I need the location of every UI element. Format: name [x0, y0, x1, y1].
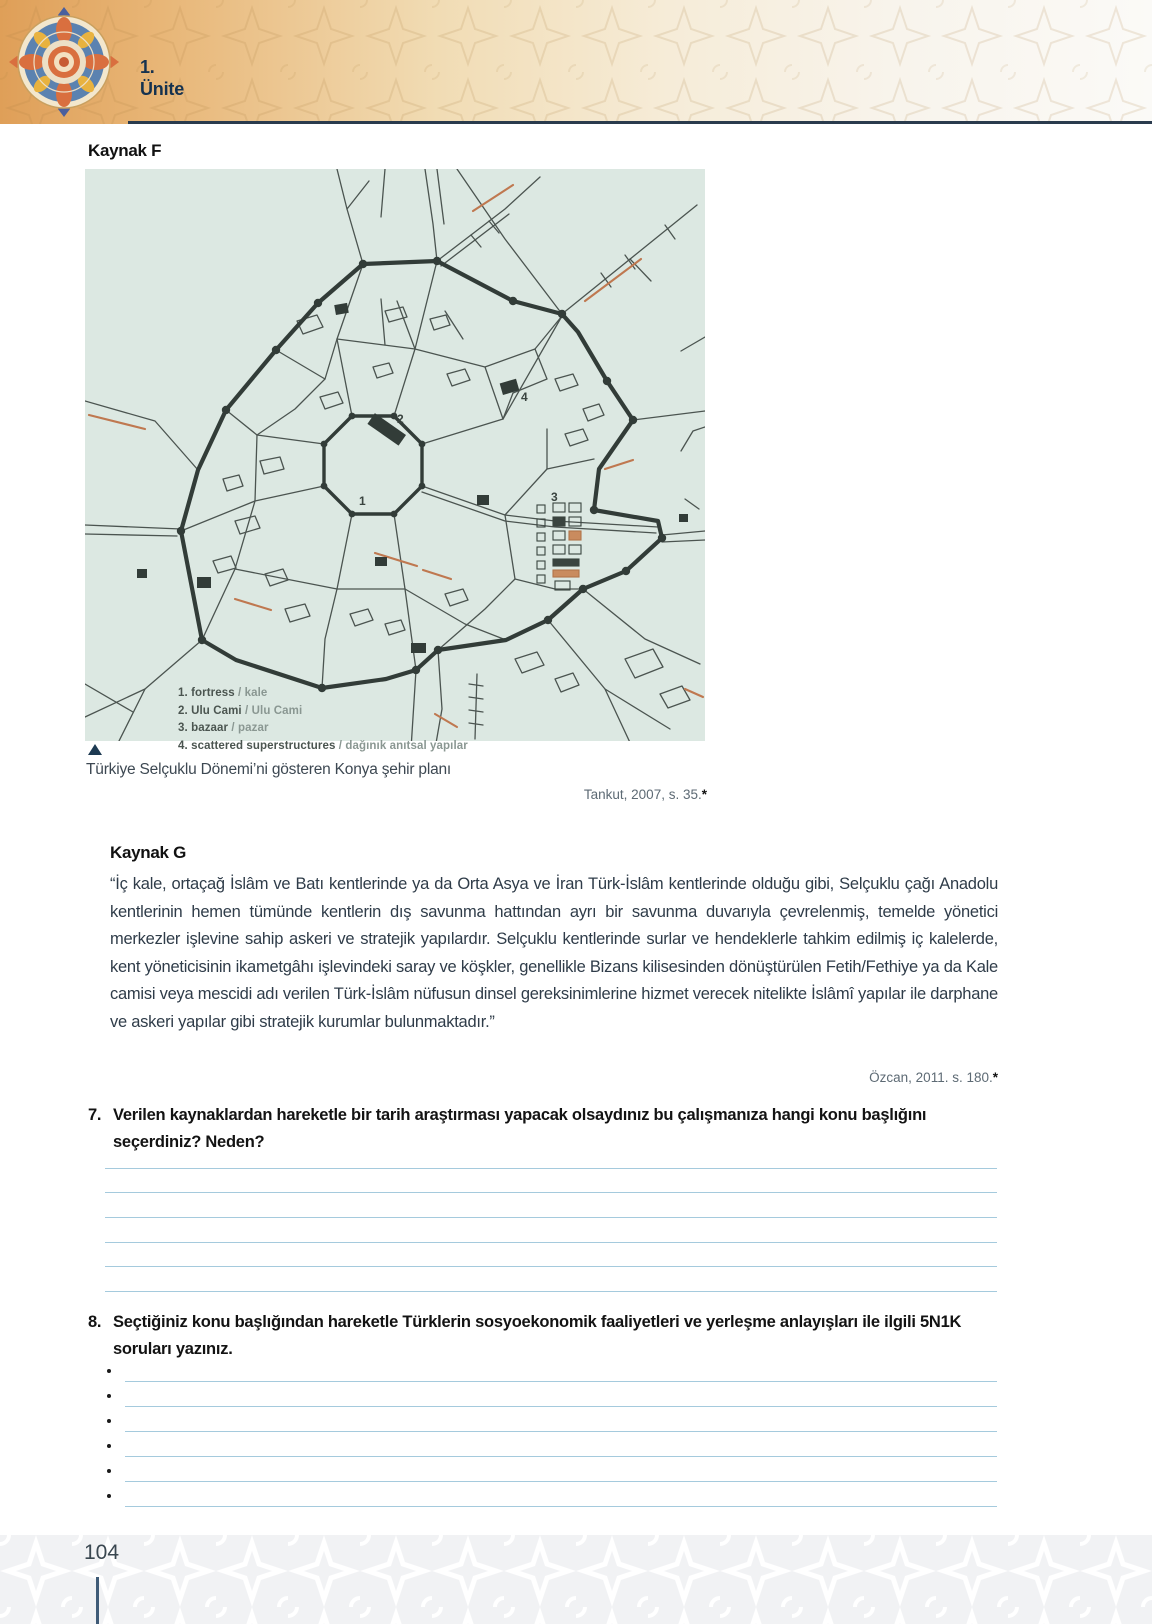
footer-pattern-decoration — [0, 1535, 1152, 1624]
bullet-icon — [107, 1444, 111, 1448]
bullet-answer-row — [105, 1382, 997, 1407]
bullet-answer-row — [105, 1482, 997, 1507]
answer-ruled-line — [105, 1243, 997, 1268]
map-legend — [178, 685, 468, 755]
unit-title — [140, 56, 184, 100]
question-7-text: Verilen kaynaklardan hareketle bir tarih araştırması yapacak olsaydınız bu çalışmanıza hangi konu başlığını seçerdiniz? Neden? — [113, 1106, 927, 1151]
question-8-number: 8. — [88, 1313, 102, 1331]
kaynak-g-heading: Kaynak G — [110, 843, 187, 862]
footer-divider-line — [96, 1577, 99, 1624]
legend-item-superstructures: 4. scattered superstructures / dağınık anıtsal yapılar — [178, 739, 468, 752]
question-8 — [88, 1309, 999, 1362]
konya-city-map — [85, 169, 705, 752]
kaynak-g-quote: “İç kale, ortaçağ İslâm ve Batı kentlerinde ya da Orta Asya ve İran Türk-İslâm kentlerinde olduğu gibi, Selçuklu çağı Anadolu kentlerinin hemen tümünde kentlerin dış savunma hattından ayrı bir savunma duvarıyla çevrelenmiş, temelde yönetici merkezler işlevine sahip askeri ve stratejik yapılardır. Selçuklu kentlerinde surlar ve hendeklerle tahkim edilmiş iç kalelerde, kent yöneticisinin ikametgâhı işlevindeki saray ve köşkler, genellikle Bizans kilisesinden dönüştürülen Fetih/Fethiye ya da Kale camisi veya mescidi adı verilen Türk-İslâm nüfusun dinsel gereksinimlerine hizmet verecek nitelikte İslâmî yapılar ile darphane ve askeri yapılar gibi stratejik kurumlar bulunmaktadır.” — [110, 875, 998, 1031]
map-caption: Türkiye Selçuklu Dönemi’ni gösteren Konya şehir planı — [86, 761, 452, 778]
bullet-answer-row — [105, 1407, 997, 1432]
legend-item-fortress: 1. fortress / kale — [178, 687, 268, 699]
header-divider — [128, 121, 1152, 124]
answer-ruled-line — [105, 1144, 997, 1169]
map-label-bazaar: 3 — [551, 490, 558, 504]
bullet-icon — [107, 1369, 111, 1373]
kaynak-f-heading: Kaynak F — [88, 141, 162, 160]
map-label-ulucami: 2 — [397, 412, 404, 426]
footnote-asterisk: * — [992, 1070, 998, 1085]
legend-item-bazaar: 3. bazaar / pazar — [178, 722, 269, 734]
bullet-icon — [107, 1419, 111, 1423]
answer-ruled-line — [105, 1218, 997, 1243]
bullet-answer-row — [105, 1357, 997, 1382]
footnote-asterisk: * — [701, 787, 707, 802]
source-tankut: Tankut, 2007, s. 35.* — [583, 787, 707, 802]
bullet-answer-row — [105, 1432, 997, 1457]
unit-label: Ünite — [140, 79, 185, 99]
map-label-fortress: 1 — [359, 494, 366, 508]
question-8-text: Seçtiğiniz konu başlığından hareketle Türklerin sosyoekonomik faaliyetleri ve yerleşme anlayışları ile ilgili 5N1K soruları yazınız. — [113, 1313, 962, 1358]
question-7-answer-lines — [105, 1144, 997, 1292]
city-plan-drawing — [85, 169, 705, 741]
question-7-number: 7. — [88, 1106, 102, 1124]
bullet-icon — [107, 1469, 111, 1473]
unit-ornament-icon — [8, 5, 120, 119]
bullet-answer-row — [105, 1457, 997, 1482]
answer-ruled-line — [125, 1506, 997, 1507]
footer-band — [0, 1535, 1152, 1624]
bullet-icon — [107, 1394, 111, 1398]
unit-number: 1. — [140, 57, 155, 77]
answer-ruled-line — [105, 1193, 997, 1218]
caption-marker-triangle-icon — [88, 744, 102, 755]
map-label-superstructures: 4 — [521, 390, 528, 404]
page-number: 104 — [84, 1541, 120, 1564]
unit-header-band — [0, 0, 1152, 124]
legend-item-ulucami: 2. Ulu Cami / Ulu Cami — [178, 704, 303, 717]
bullet-icon — [107, 1494, 111, 1498]
question-8-answer-lines — [105, 1357, 997, 1507]
answer-ruled-line — [105, 1267, 997, 1292]
answer-ruled-line — [105, 1169, 997, 1194]
source-ozcan: Özcan, 2011. s. 180.* — [869, 1070, 998, 1085]
